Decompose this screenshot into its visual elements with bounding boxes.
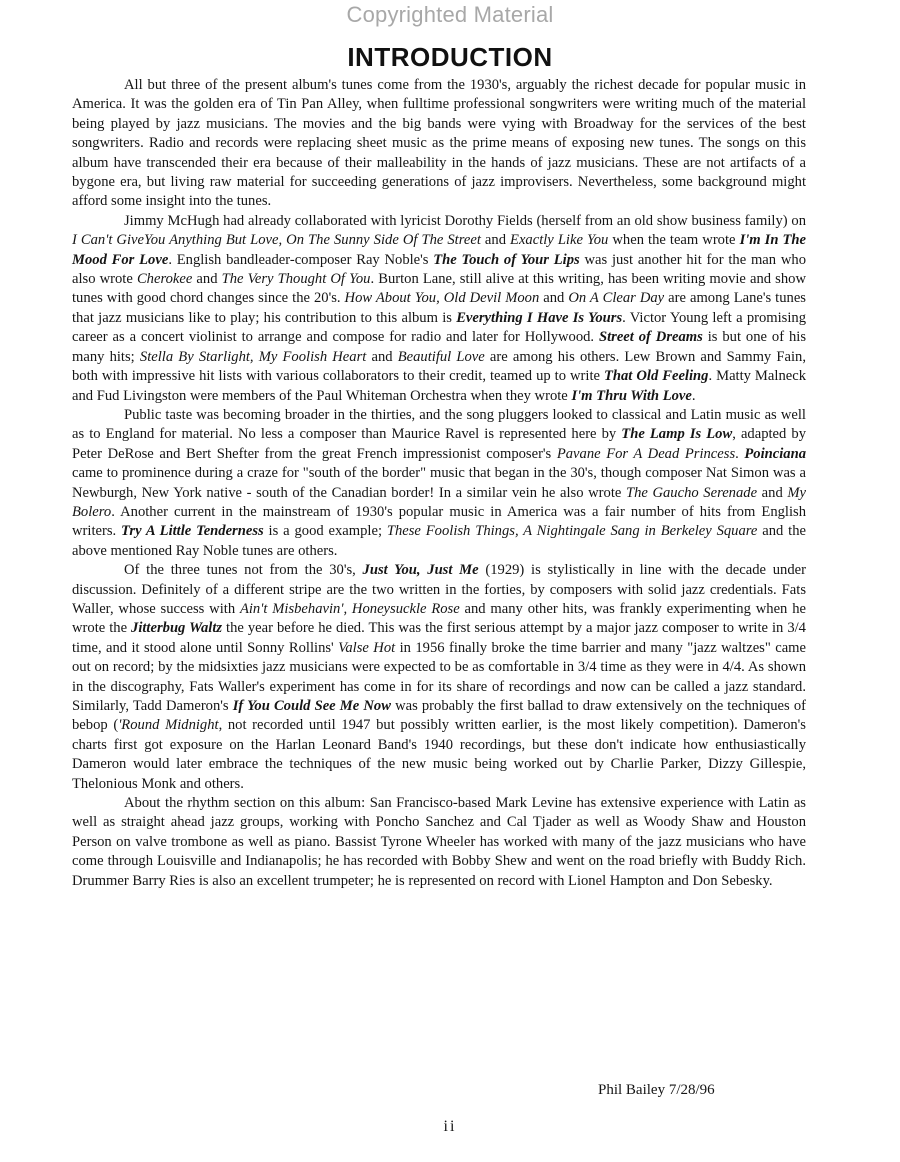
tune-title: The Very Thought Of You (221, 271, 371, 288)
tune-title: My Bolero (72, 484, 807, 520)
text-run: . Matty Malneck and Fud Livingston were members of the Paul Whiteman Orchestra when they wrote (72, 368, 806, 404)
page-title: INTRODUCTION (347, 42, 553, 72)
tune-title: Beautiful Love (397, 348, 485, 365)
text-run: are among Lane's tunes that jazz musicians like to play; his contribution to this album is (72, 290, 806, 326)
text-run: and many other hits, was frankly experimenting when he wrote the (72, 600, 806, 637)
tune-title-featured: That Old Feeling (603, 368, 709, 385)
text-run: . Victor Young left a promising career as a concert violinist to arrange and compose for radio and later for Hollywood. (72, 309, 807, 346)
tune-title-featured: I'm Thru With Love (571, 387, 692, 404)
text-run: . Another current in the mainstream of 1930's popular music in America was a fair number of hits from English writers. (72, 503, 806, 540)
text-run: . (735, 445, 745, 462)
body-paragraph (72, 561, 806, 794)
text-run: , not recorded until 1947 but possibly written earlier, is the most likely competition). Dameron's charts first got exposure on the Harlan Leonard Band's 1940 recordings, but these don't indicate how enthusiastically Dameron would later embrace the techniques of the new music being worked out by Charlie Parker, Dizzy Gillespie, Thelonious Monk and others. (72, 717, 806, 792)
text-run: and (757, 484, 788, 501)
tune-title: 'Round Midnight (118, 717, 219, 734)
text-run: is a good example; (263, 523, 387, 540)
tune-title: The Gaucho Serenade (625, 484, 758, 501)
body-paragraph (72, 406, 806, 561)
text-run: . English bandleader-composer Ray Noble's (168, 251, 434, 268)
tune-title: Exactly Like You (510, 232, 609, 249)
tune-title-featured: Just You, Just Me (362, 562, 479, 579)
text-run: . Burton Lane, still alive at this writing, has been writing movie and show tunes with good chord changes since the 20's. (72, 271, 806, 307)
text-run: was just another hit for the man who also wrote (72, 251, 806, 288)
tune-title: Cherokee (136, 271, 193, 288)
text-run: in 1956 finally broke the time barrier and many "jazz waltzes" came out on record; by the midsixties jazz musicians were expected to be as comfortable in 3/4 time as they were in 4/4. As shown in the discography, Fats Waller's experiment has come in for its share of recordings and now can be called a jazz standard. Similarly, Tadd Dameron's (72, 639, 807, 714)
text-run: and (539, 290, 569, 307)
text-run: was probably the first ballad to draw extensively on the techniques of bebop ( (72, 698, 806, 734)
text-run: , adapted by Peter DeRose and Bert Shefter from the great French impressionist composer's (72, 426, 806, 462)
text-run: Public taste was becoming broader in the thirties, and the song pluggers looked to classical and Latin music as well as to England for material. No less a composer than Maurice Ravel is represented here by (72, 406, 806, 443)
tune-title: How About You, Old Devil Moon (344, 290, 540, 307)
text-run: About the rhythm section on this album: San Francisco-based Mark Levine has extensive experience with Latin as well as straight ahead jazz groups, working with Poncho Sanchez and Cal Tjader as well as Woody Shaw and Houston Person on valve trombone as well as piano. Bassist Tyrone Wheeler has worked with many of the jazz musicians who have come through Louisville and Indianapolis; he has recorded with Bobby Shew and went on the road briefly with Buddy Rich. Drummer Barry Ries is also an excellent trumpeter; he is represented on record with Lionel Hampton and Don Sebesky. (72, 795, 806, 889)
text-run: is but one of his many hits; (72, 329, 807, 365)
text-run: Of the three tunes not from the 30's, (124, 562, 363, 579)
text-run: are among his others. Lew Brown and Sammy Fain, both with impressive hit lists with various collaborators to their credit, teamed up to write (72, 348, 806, 385)
body-paragraph (72, 76, 806, 212)
body-paragraph (72, 794, 806, 891)
tune-title: On A Clear Day (568, 290, 665, 307)
text-run: when the team wrote (608, 232, 740, 249)
text-run: Jimmy McHugh had already collaborated with lyricist Dorothy Fields (herself from an old show business family) on (124, 212, 806, 229)
copyright-watermark: Copyrighted Material (346, 2, 554, 27)
page-number: ii (443, 1118, 457, 1135)
tune-title-featured: The Lamp Is Low (621, 426, 733, 443)
tune-title: Pavane For A Dead Princess (556, 445, 736, 462)
tune-title: Stella By Starlight, My Foolish Heart (139, 348, 367, 365)
text-run: (1929) is stylistically in line with the decade under discussion. Definitely of a different stripe are the two written in the forties, by composers with solid jazz credentials. Fats Waller, whose success with (72, 562, 806, 617)
text-run: . (691, 387, 696, 404)
text-run: and (192, 271, 222, 288)
introduction-body (72, 76, 806, 891)
tune-title-featured: Street of Dreams (598, 329, 703, 346)
text-run: came to prominence during a craze for "south of the border" music that began in the 30's, though composer Nat Simon was a Newburgh, New York native - south of the Canadian border! In a similar vein he also wrote (72, 465, 806, 501)
tune-title-featured: If You Could See Me Now (232, 698, 391, 714)
tune-title: I Can't GiveYou Anything But Love, On The Sunny Side Of The Street (72, 232, 481, 249)
tune-title-featured: Try A Little Tenderness (121, 523, 264, 540)
text-run: and the above mentioned Ray Noble tunes are others. (72, 523, 806, 559)
tune-title: These Foolish Things, A Nightingale Sang in Berkeley Square (386, 523, 758, 540)
text-run: the year before he died. This was the first serious attempt by a major jazz composer to write in 3/4 time, and it stood alone until Sonny Rollins' (72, 620, 806, 656)
text-run: and (366, 348, 398, 365)
body-paragraph (72, 212, 806, 406)
tune-title-featured: Poinciana (744, 445, 807, 462)
tune-title: Valse Hot (338, 639, 396, 656)
text-run: All but three of the present album's tunes come from the 1930's, arguably the richest decade for popular music in America. It was the golden era of Tin Pan Alley, when fulltime professional songwriters were writing much of the material being played by jazz musicians. The movies and the big bands were vying with Broadway for the services of the best songwriters. Radio and records were replacing sheet music as the prime means of exposing new tunes. The songs on this album have transcended their era because of their malleability in the hands of jazz musicians. These are not artifacts of a bygone era, but living raw material for succeeding generations of jazz improvisers. Nevertheless, some background might afford some insight into the tunes. (72, 77, 806, 210)
tune-title-featured: I'm In The Mood For Love (72, 232, 807, 268)
tune-title-featured: The Touch of Your Lips (433, 251, 580, 268)
tune-title: Ain't Misbehavin', Honeysuckle Rose (239, 600, 460, 617)
tune-title-featured: Everything I Have Is Yours (456, 309, 623, 326)
tune-title-featured: Jitterbug Waltz (131, 620, 223, 637)
text-run: and (480, 232, 511, 249)
author-signature: Phil Bailey 7/28/96 (598, 1082, 715, 1098)
